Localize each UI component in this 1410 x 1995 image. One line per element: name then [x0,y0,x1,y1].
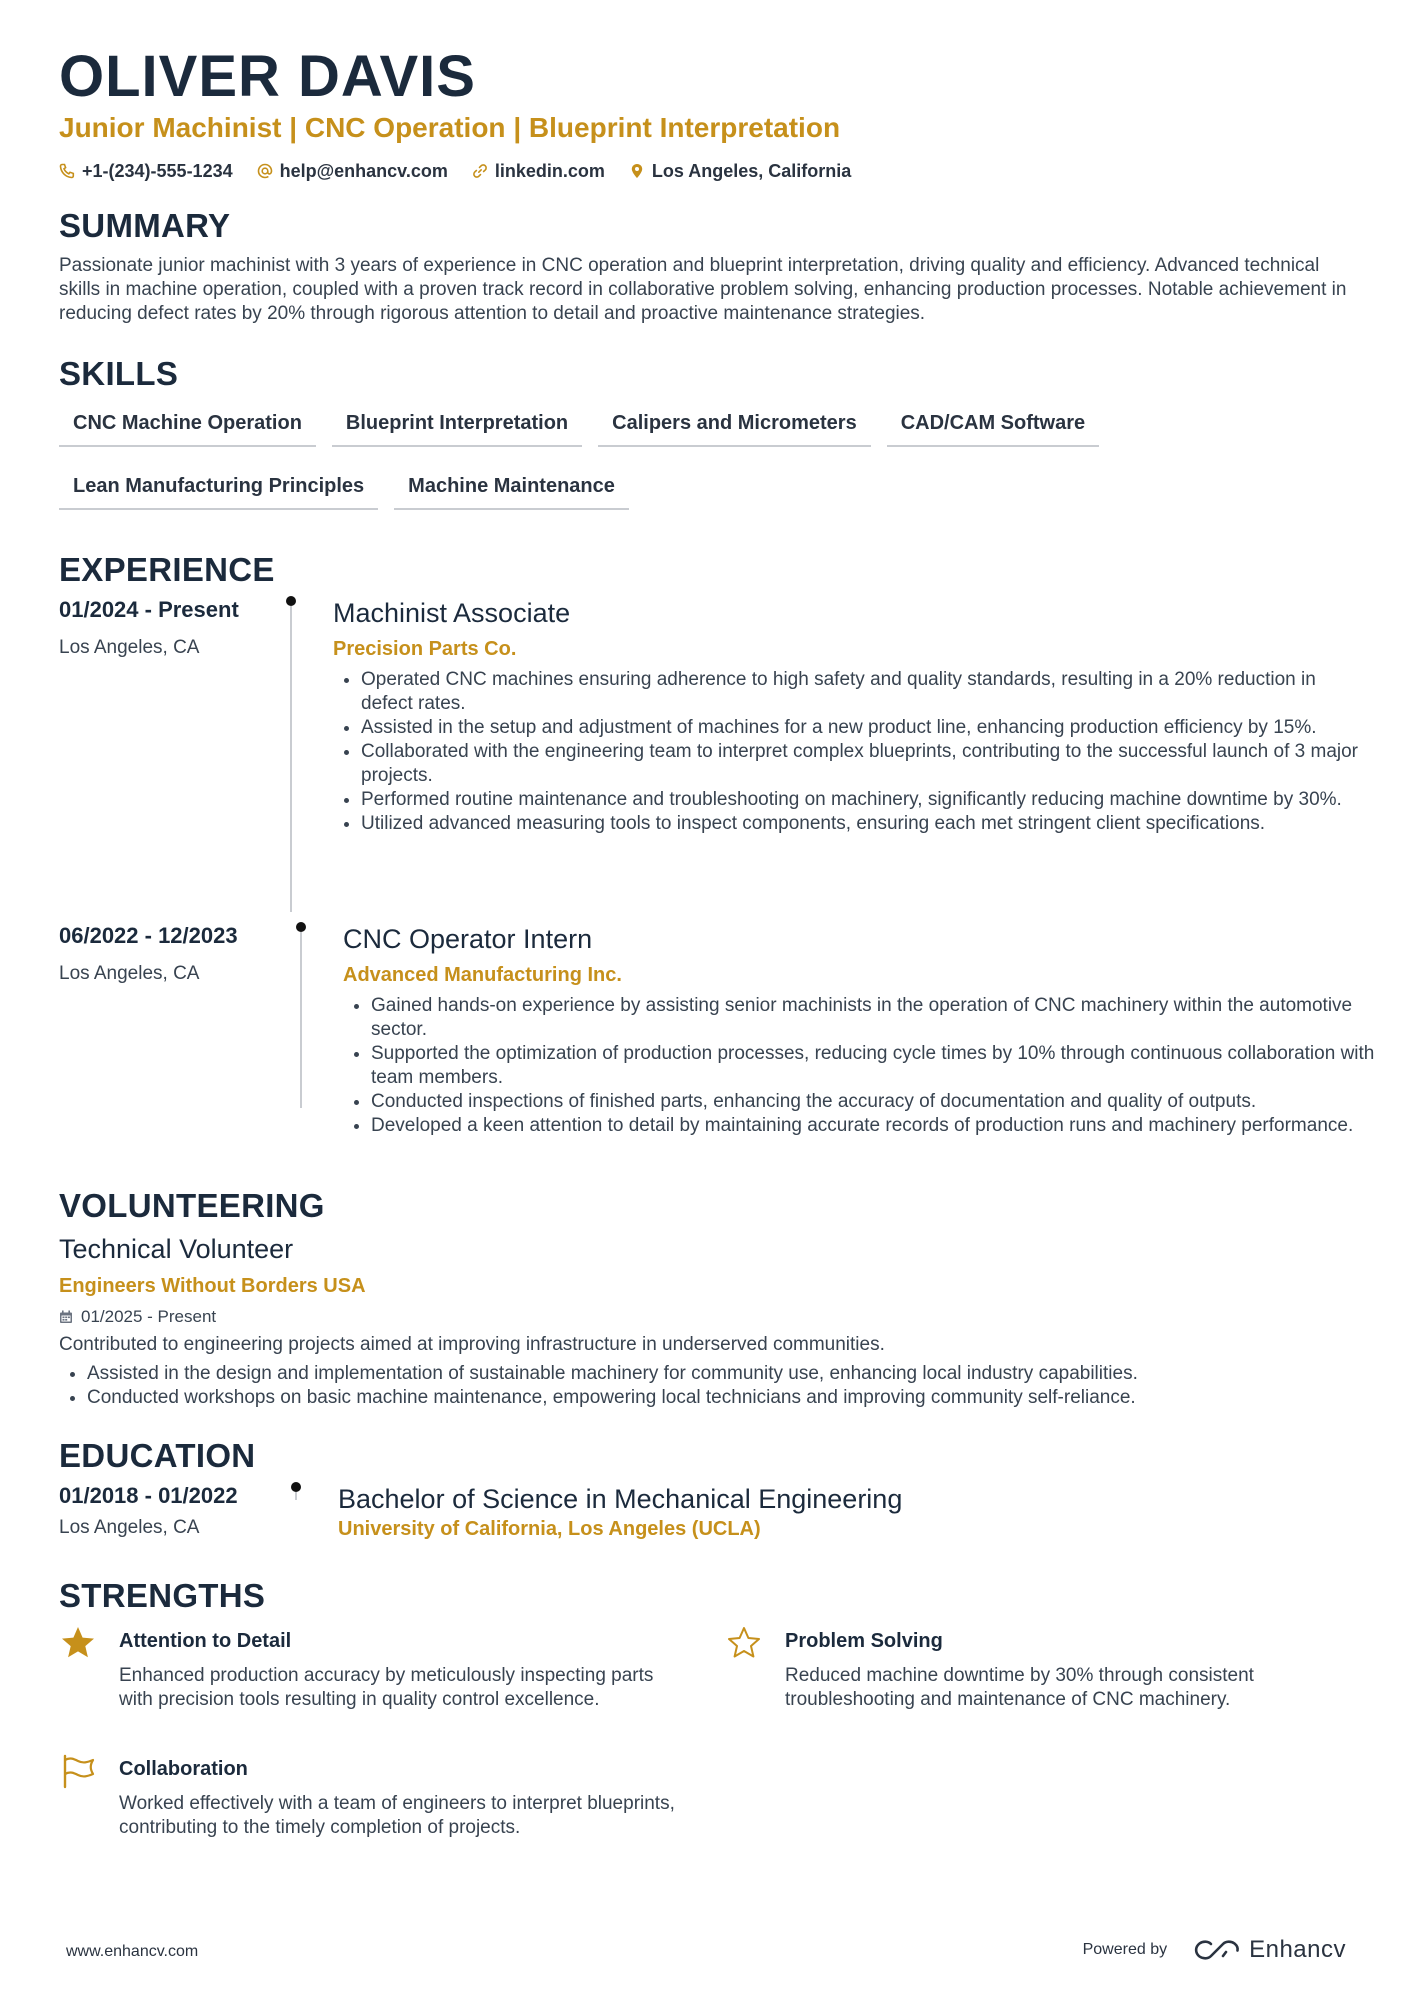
candidate-name: OLIVER DAVIS [59,44,476,109]
education-date: 01/2018 - 01/2022 [59,1483,238,1508]
skill-tag: Machine Maintenance [394,469,629,510]
list-item: • Developed a keen attention to detail by maintaining accurate records of production runs and machinery performance. [371,1114,1391,1138]
contact-linkedin-text: linkedin.com [494,161,605,181]
experience-entry [59,596,1359,912]
location-pin-icon [629,163,645,179]
strength-name: Collaboration [119,1758,248,1780]
list-item: • Supported the optimization of production processes, reducing cycle times by 10% through continuous collaboration with team members. [371,1042,1391,1090]
list-item: • Operated CNC machines ensuring adherence to high safety and quality standards, resulting in a 20% reduction in defect rates. [361,668,1361,716]
powered-by-label: Powered by [1082,1941,1168,1958]
enhancv-logo[interactable] [1193,1936,1346,1964]
volunteer-organization: Engineers Without Borders USA [59,1275,366,1297]
skill-tag: CAD/CAM Software [887,406,1099,447]
volunteer-description: Contributed to engineering projects aimed at improving infrastructure in underserved communities. [59,1334,885,1355]
calendar-icon [59,1310,73,1324]
list-item: • Assisted in the setup and adjustment of machines for a new product line, enhancing production efficiency by 15%. [361,716,1361,740]
enhancv-logo-icon [1193,1938,1241,1962]
contact-location-text: Los Angeles, California [651,161,852,181]
enhancv-logo-text: Enhancv [1249,1936,1346,1963]
volunteer-role: Technical Volunteer [59,1234,294,1264]
volunteer-date-text: 01/2025 - Present [81,1307,217,1326]
link-icon [472,163,488,179]
contact-phone[interactable] [59,158,233,184]
contact-location [629,158,851,184]
skills-list [59,406,1299,510]
strength-name: Problem Solving [785,1630,943,1652]
volunteering-heading: VOLUNTEERING [59,1187,325,1224]
strength-name: Attention to Detail [119,1630,292,1652]
volunteer-date [59,1305,216,1329]
timeline-dot [291,1482,301,1492]
summary-text: Passionate junior machinist with 3 years of experience in CNC operation and blueprint interpretation, driving quality and efficiency. Advanced technical skills in machine operation, coupled with a proven track record in collaborative problem solving, enhancing production processes. Notable achievement in reducing defect rates by 20% through rigorous attention to detail and proactive maintenance strategies. [59,255,1347,324]
job-company: Precision Parts Co. [333,638,517,660]
list-item: • Performed routine maintenance and troubleshooting on machinery, significantly reducing machine downtime by 30%. [361,788,1361,812]
list-item: • Collaborated with the engineering team to interpret complex blueprints, contributing to the successful launch of 3 major projects. [361,740,1361,788]
timeline-dot [296,922,306,932]
footer-website[interactable]: www.enhancv.com [66,1943,199,1960]
summary-heading: SUMMARY [59,207,231,244]
list-item: • Conducted inspections of finished parts, enhancing the accuracy of documentation and quality of outputs. [371,1090,1391,1114]
footer-powered-by [1083,1936,1346,1964]
strength-description: Worked effectively with a team of engineers to interpret blueprints, contributing to the timely completion of projects. [119,1793,675,1838]
education-heading: EDUCATION [59,1437,256,1474]
contact-linkedin[interactable] [472,158,605,184]
job-location: Los Angeles, CA [59,963,200,984]
job-title: Machinist Associate [333,598,571,628]
experience-entry [59,922,1375,1136]
phone-icon [59,163,75,179]
timeline-line [295,1492,297,1500]
timeline-line [300,932,302,1108]
contact-phone-text: +1-(234)-555-1234 [82,161,233,181]
education-location: Los Angeles, CA [59,1517,200,1538]
headline: Junior Machinist | CNC Operation | Blueprint Interpretation [59,112,841,143]
contact-email[interactable] [257,158,448,184]
job-title: CNC Operator Intern [343,924,593,954]
degree-title: Bachelor of Science in Mechanical Engineering [338,1484,903,1514]
timeline-dot [286,596,296,606]
job-date: 01/2024 - Present [59,597,239,622]
list-item: • Assisted in the design and implementation of sustainable machinery for community use, enhancing local industry capabilities. [87,1362,1138,1386]
contact-email-text: help@enhancv.com [279,161,448,181]
contact-bar [59,158,851,184]
strength-description: Reduced machine downtime by 30% through consistent troubleshooting and maintenance of CNC machinery. [785,1665,1254,1710]
strengths-heading: STRENGTHS [59,1577,266,1614]
education-entry [59,1482,1359,1542]
skill-tag: Calipers and Micrometers [598,406,871,447]
at-icon [257,163,273,179]
skill-tag: CNC Machine Operation [59,406,316,447]
job-bullets [333,668,1361,836]
job-company: Advanced Manufacturing Inc. [343,964,622,986]
star-filled-icon [59,1624,97,1662]
school-name: University of California, Los Angeles (UCLA) [338,1518,761,1540]
volunteer-bullets [59,1362,1138,1410]
job-date: 06/2022 - 12/2023 [59,923,238,948]
skill-tag: Blueprint Interpretation [332,406,582,447]
job-location: Los Angeles, CA [59,637,200,658]
skills-heading: SKILLS [59,355,179,392]
experience-heading: EXPERIENCE [59,551,275,588]
timeline-line [290,606,292,912]
star-outline-icon [725,1624,763,1662]
list-item: • Utilized advanced measuring tools to inspect components, ensuring each met stringent client specifications. [361,812,1361,836]
flag-icon [59,1752,97,1790]
list-item: • Gained hands-on experience by assisting senior machinists in the operation of CNC machinery within the automotive sector. [371,994,1391,1042]
job-bullets [343,994,1391,1138]
strength-description: Enhanced production accuracy by meticulously inspecting parts with precision tools resulting in quality control excellence. [119,1665,654,1710]
list-item: • Conducted workshops on basic machine maintenance, empowering local technicians and improving community self-reliance. [87,1386,1138,1410]
skill-tag: Lean Manufacturing Principles [59,469,378,510]
